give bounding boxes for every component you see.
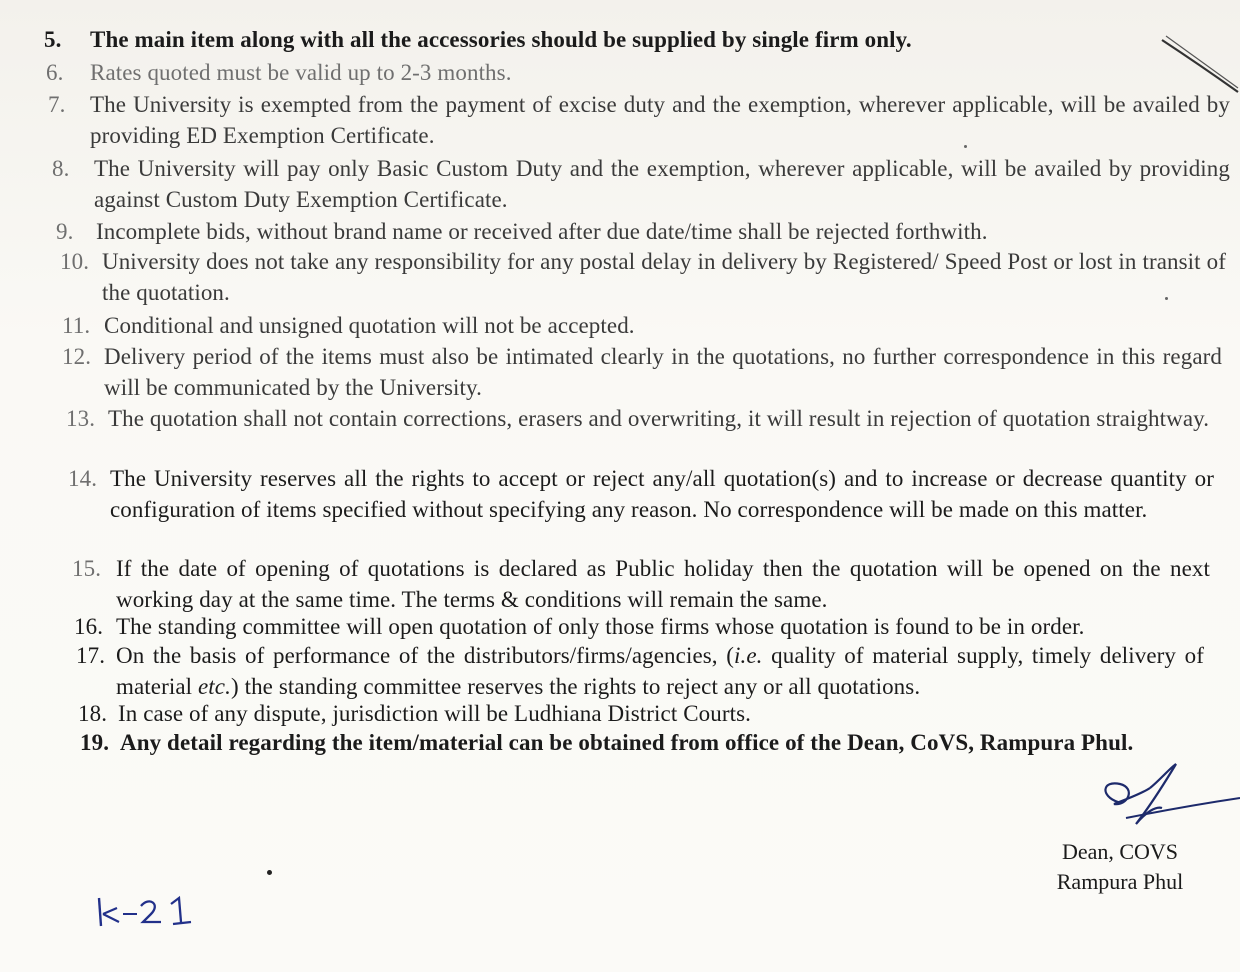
clause-11 [62, 310, 1162, 341]
clause-8 [52, 153, 1230, 215]
clause-number: 19. [80, 730, 110, 755]
clause-12 [62, 341, 1222, 403]
clause-text: Any detail regarding the item/material can be obtained from office of the Dean, CoVS, Rampura Phul. [120, 730, 1134, 755]
clause-text: In case of any dispute, jurisdiction will be Ludhiana District Courts. [118, 701, 751, 726]
signatory-block [1040, 837, 1200, 897]
clause-text: The quotation shall not contain corrections, erasers and overwriting, it will result in rejection of quotation straightway. [108, 406, 1210, 431]
clause-text-ie: i.e. [734, 643, 763, 668]
signatory-place: Rampura Phul [1056, 869, 1184, 894]
clause-18 [78, 698, 1178, 729]
clause-number: 8. [52, 156, 70, 181]
paper-speck [1165, 297, 1168, 300]
clause-number: 17. [76, 643, 106, 668]
clause-text: The main item along with all the accessories should be supplied by single firm only. [90, 27, 912, 52]
signatory-title: Dean, COVS [1061, 839, 1179, 864]
clause-text: Delivery period of the items must also be intimated clearly in the quotations, no further correspondence in this regard will be communicated by the University. [104, 344, 1222, 400]
clause-6 [46, 57, 1146, 88]
paper-speck [964, 145, 967, 148]
clause-17 [76, 640, 1204, 702]
clause-16 [74, 611, 1184, 642]
clause-number: 7. [48, 92, 66, 117]
clause-number: 14. [68, 466, 98, 491]
clause-text: Incomplete bids, without brand name or received after due date/time shall be rejected forthwith. [96, 219, 988, 244]
clause-text: The University is exempted from the payment of excise duty and the exemption, wherever applicable, will be availed by providing ED Exemption Certificate. [90, 92, 1230, 148]
clause-text-part: quality of material supply, timely delivery of material [116, 643, 1204, 699]
clause-13 [66, 403, 1218, 434]
clause-number: 13. [66, 406, 96, 431]
handwritten-note [95, 892, 205, 932]
clause-number: 10. [60, 249, 90, 274]
clause-text: If the date of opening of quotations is declared as Public holiday then the quotation will be opened on the next working day at the same time. The terms & conditions will remain the same. [116, 556, 1210, 612]
clause-number: 16. [74, 614, 104, 639]
ink-dot [267, 870, 272, 875]
clause-text-part: ) the standing committee reserves the rights to reject any or all quotations. [230, 674, 921, 699]
clause-10 [60, 246, 1226, 308]
clause-number: 11. [62, 313, 91, 338]
clause-text-part: On the basis of performance of the distributors/firms/agencies, ( [116, 643, 735, 668]
clause-number: 15. [72, 556, 102, 581]
clause-15 [72, 553, 1210, 615]
clause-number: 9. [56, 219, 74, 244]
clause-text [116, 640, 1204, 702]
clause-text-etc: etc. [198, 674, 231, 699]
clause-number: 6. [46, 60, 64, 85]
clause-text: The standing committee will open quotation of only those firms whose quotation is found to be in order. [116, 614, 1085, 639]
clause-14 [68, 463, 1214, 525]
dean-signature [1096, 762, 1240, 838]
clause-7 [48, 89, 1230, 151]
clause-text: Rates quoted must be valid up to 2-3 months. [90, 60, 512, 85]
clause-number: 5. [44, 27, 62, 52]
clause-5 [44, 24, 1144, 55]
clause-number: 12. [62, 344, 92, 369]
clause-19 [80, 727, 1210, 758]
clause-number: 18. [78, 701, 108, 726]
clause-text: The University will pay only Basic Custom Duty and the exemption, wherever applicable, will be availed by providing against Custom Duty Exemption Certificate. [94, 156, 1230, 212]
clause-text: The University reserves all the rights to accept or reject any/all quotation(s) and to increase or decrease quantity or configuration of items specified without specifying any reason. No correspondence will be made on this matter. [110, 466, 1214, 522]
clause-9 [56, 216, 1156, 247]
clause-text: Conditional and unsigned quotation will not be accepted. [104, 313, 635, 338]
clause-text: University does not take any responsibility for any postal delay in delivery by Registered/ Speed Post or lost in transit of the quotation. [102, 249, 1226, 305]
